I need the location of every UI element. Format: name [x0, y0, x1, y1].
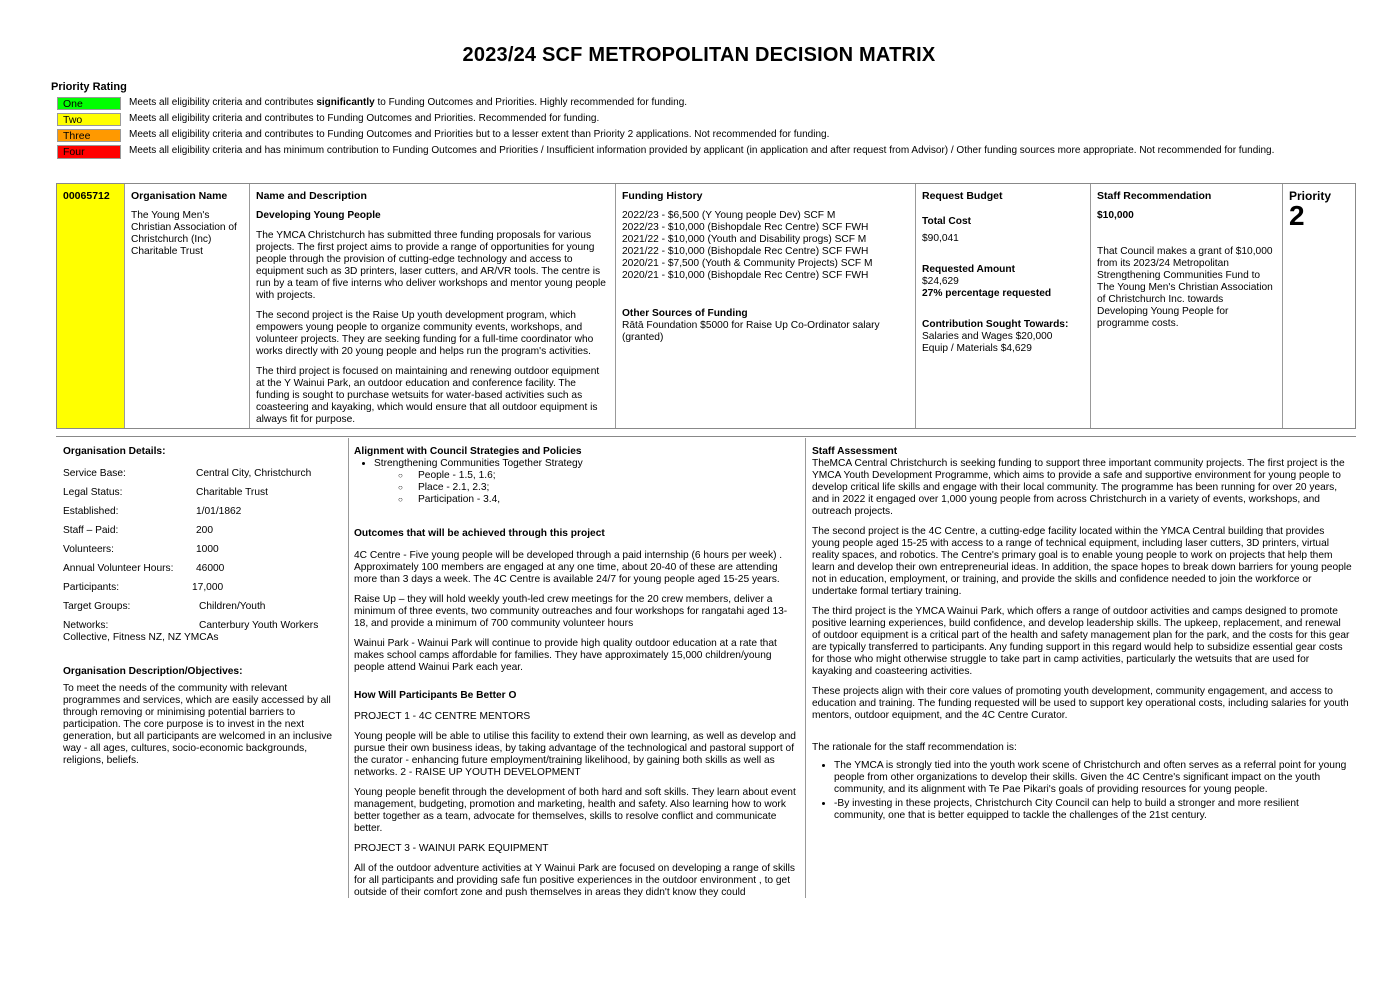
- funding-history-item: 2020/21 - $10,000 (Bishopdale Rec Centre) SCF FWH: [622, 270, 869, 281]
- funding-history-item: 2022/23 - $10,000 (Bishopdale Rec Centre) SCF FWH: [622, 222, 869, 233]
- detail-row: Annual Volunteer Hours: 46000: [63, 563, 225, 574]
- page-title: 2023/24 SCF METROPOLITAN DECISION MATRIX: [462, 44, 936, 66]
- description-paragraph: The YMCA Christchurch has submitted three funding proposals for various projects. The first project aims to provide a range of opportunities for young people through the provision of cutting-edge technology and access to equipment such as 3D printers, laser cutters, and AR/VR tools. The centre is run by a team of five interns who deliver workshops and mentor young people with projects.: [256, 230, 606, 301]
- detail-row: Legal Status: Charitable Trust: [63, 487, 268, 498]
- total-cost-label: Total Cost: [922, 216, 972, 227]
- legend-swatch-four: Four: [57, 145, 121, 159]
- strategy-sublist: [354, 470, 799, 506]
- legend-text-three: Meets all eligibility criteria and contributes to Funding Outcomes and Priorities but to a lesser extent than Priority 2 applications. Not recommended for funding.: [129, 129, 830, 140]
- detail-row: Service Base: Central City, Christchurch: [63, 468, 312, 479]
- rationale-item: • -By investing in these projects, Christchurch City Council can help to build a stronger and more resilient community, one that is better equipped to tackle the challenges of the 21st century.: [834, 798, 1352, 822]
- priority-value: 2: [1289, 200, 1305, 231]
- organisation-details-heading: Organisation Details:: [63, 446, 166, 457]
- detail-row: Established: 1/01/1862: [63, 506, 242, 517]
- request-budget-heading: Request Budget: [922, 190, 1003, 202]
- total-cost-value: $90,041: [922, 233, 959, 244]
- application-summary-table: [56, 183, 1356, 429]
- requested-amount-value: $24,629: [922, 276, 959, 287]
- organisation-name-heading: Organisation Name: [131, 190, 228, 202]
- staff-recommendation-text: That Council makes a grant of $10,000 from its 2023/24 Metropolitan Strengthening Communities Fund to The Young Men's Christian Association of Christchurch Inc. towards Developing Young People for programme costs.: [1097, 246, 1273, 329]
- detail-row: Participants: 17,000: [63, 582, 224, 593]
- other-sources: Rātā Foundation $5000 for Raise Up Co-Ordinator salary (granted): [622, 320, 880, 343]
- assessment-paragraph: The second project is the 4C Centre, a cutting-edge facility located within the YMCA Central building that provides young people aged 15-25 with access to a range of technical equipment, including laser cutters, 3D printers, virtual reality spaces, and robotics. The Centre's primary goal is to enable young people to work on projects that help them learn and develop their own entrepreneurial ideas. In addition, the space hopes to break down barriers for young people not in education, employment, or training, and provide the skills and confidence needed to join the workforce or undertake formal tertiary training.: [812, 526, 1352, 597]
- staff-recommendation-heading: Staff Recommendation: [1097, 190, 1212, 202]
- alignment-column: [349, 438, 806, 898]
- priority-legend: [57, 97, 1357, 162]
- assessment-paragraph: The third project is the YMCA Wainui Park, which offers a range of outdoor activities and camps designed to promote positive learning experiences, build confidence, and develop leadership skills. The upkeep, replacement, and renewal of outdoor equipment is a critical part of the health and safety management plan for the park, and the costs for this gear are typically transferred to participants. Any funding support in this regard would help to subsidize essential gear costs for those who might otherwise struggle to take part in camp activities, particularly the wetsuits that are used for kayaking and coasteering activities.: [812, 606, 1350, 677]
- networks-row: Networks: Canterbury Youth Workers Collective, Fitness NZ, NZ YMCAs: [63, 620, 319, 643]
- details-section: [56, 438, 1356, 898]
- alignment-heading: Alignment with Council Strategies and Policies: [354, 446, 582, 457]
- project-name: Developing Young People: [256, 210, 381, 221]
- contribution-line: Salaries and Wages $20,000: [922, 331, 1053, 342]
- staff-recommendation-cell: [1091, 184, 1283, 428]
- contribution-line: Equip / Materials $4,629: [922, 343, 1032, 354]
- legend-text-two: Meets all eligibility criteria and contributes to Funding Outcomes and Priorities. Recommended for funding.: [129, 113, 600, 124]
- strategy-list: [354, 458, 799, 470]
- organisation-description-heading: Organisation Description/Objectives:: [63, 666, 243, 677]
- detail-row: Target Groups: Children/Youth: [63, 601, 266, 612]
- strategy-subitem: ○ People - 1.5, 1.6;: [398, 470, 799, 482]
- funding-history-cell: [616, 184, 916, 428]
- priority-cell: [1283, 184, 1355, 428]
- staff-assessment-heading: Staff Assessment: [812, 446, 898, 457]
- legend-row-two: [57, 113, 1357, 126]
- priority-rating-heading: Priority Rating: [51, 81, 127, 93]
- funding-history-item: 2022/23 - $6,500 (Y Young people Dev) SCF M: [622, 210, 836, 221]
- better-off-heading: How Will Participants Be Better O: [354, 690, 517, 701]
- project1-title: PROJECT 1 - 4C CENTRE MENTORS: [354, 711, 531, 722]
- outcomes-heading: Outcomes that will be achieved through this project: [354, 528, 605, 539]
- percentage-requested: 27% percentage requested: [922, 288, 1052, 299]
- staff-recommendation-amount: $10,000: [1097, 210, 1134, 221]
- legend-swatch-three: Three: [57, 129, 121, 142]
- outcome-paragraph: Raise Up – they will hold weekly youth-led crew meetings for the 20 crew members, deliver a minimum of three events, two community outreaches and four workshops for rangatahi aged 13-18, and provide a minimum of 700 community volunteer hours: [354, 594, 788, 629]
- legend-row-four: [57, 145, 1357, 159]
- staff-assessment-column: [806, 438, 1356, 898]
- assessment-paragraph: TheMCA Central Christchurch is seeking funding to support three important community projects. The first project is the YMCA Youth Development Programme, which aims to provide a safe and supportive environment for young people to develop critical life skills and engage with their local community. The programme has been running for over 20 years, and in 2022 it engaged over 1,000 young people from across Christchurch in a variety of events, workshops, and outreach projects.: [812, 458, 1345, 517]
- legend-row-three: [57, 129, 1357, 142]
- legend-text-four: Meets all eligibility criteria and has minimum contribution to Funding Outcomes and Priorities / Insufficient information provided by applicant (in application and after request from Advisor) / Other funding sources more appropriate. Not recommended for funding.: [129, 145, 1275, 156]
- project2-text: Young people benefit through the development of both hard and soft skills. They learn about event management, budgeting, promotion and marketing, health and safety. Also learning how to work better together as a team, advocate for themselves, skills to resolve conflict and communicate better.: [354, 787, 796, 834]
- funding-history-item: 2021/22 - $10,000 (Bishopdale Rec Centre) SCF FWH: [622, 246, 869, 257]
- request-budget-cell: [916, 184, 1091, 428]
- detail-row: Volunteers: 1000: [63, 544, 219, 555]
- application-id: 00065712: [57, 184, 125, 428]
- legend-swatch-two: Two: [57, 113, 121, 126]
- organisation-name: The Young Men's Christian Association of Christchurch (Inc) Charitable Trust: [131, 210, 237, 257]
- funding-history-item: 2021/22 - $10,000 (Youth and Disability progs) SCF M: [622, 234, 867, 245]
- strategy-subitem: ○ Participation - 3.4,: [398, 494, 799, 506]
- organisation-description: To meet the needs of the community with relevant programmes and services, which are easily accessed by all through removing or minimising potential barriers to participation. The core purpose is to invest in the next generation, but all participants are welcomed in an inclusive way - all ages, cultures, socio-economic backgrounds, religions, beliefs.: [63, 683, 332, 766]
- outcome-paragraph: Wainui Park - Wainui Park will continue to provide high quality outdoor education at a rate that makes school camps affordable for families. They have approximately 15,000 children/young people attend Wainui Park each year.: [354, 638, 777, 673]
- section-divider: [56, 436, 1356, 437]
- contribution-label: Contribution Sought Towards:: [922, 319, 1069, 330]
- funding-history-heading: Funding History: [622, 190, 703, 202]
- rationale-item: • The YMCA is strongly tied into the youth work scene of Christchurch and often serves as a referral point for young people from other organizations to develop their skills. Given the 4C Centre's significant impact on the youth community, and its alignment with Te Pae Pikari's goals of providing resources for young people.: [834, 760, 1352, 796]
- priority-heading: Priority: [1289, 189, 1332, 203]
- project3-title: PROJECT 3 - WAINUI PARK EQUIPMENT: [354, 843, 549, 854]
- project3-text: All of the outdoor adventure activities at Y Wainui Park are focused on developing a range of skills for all participants and providing safe fun positive experiences in the outdoor environment , to get outside of their comfort zone and push themselves in areas they didn't know they could: [354, 863, 795, 898]
- legend-swatch-one: One: [57, 97, 121, 110]
- requested-amount-label: Requested Amount: [922, 264, 1016, 275]
- name-description-cell: [250, 184, 616, 428]
- legend-row-one: [57, 97, 1357, 110]
- outcome-paragraph: 4C Centre - Five young people will be developed through a paid internship (6 hours per week) . Approximately 100 members are engaged at any one time, about 20-40 of these are attending more than 3 days a week. The 4C Centre is available 24/7 for young people aged 15-25 years.: [354, 550, 783, 585]
- detail-row: Staff – Paid: 200: [63, 525, 213, 536]
- organisation-details-column: [56, 438, 349, 898]
- strategy-subitem: ○ Place - 2.1, 2.3;: [398, 482, 799, 494]
- rationale-list: [812, 760, 1352, 822]
- strategy-item: • Strengthening Communities Together Strategy: [374, 458, 799, 470]
- organisation-name-cell: [125, 184, 250, 428]
- description-paragraph: The third project is focused on maintaining and renewing outdoor equipment at the Y Wainui Park, an outdoor education and conference facility. The funding is sought to purchase wetsuits for water-based activities such as coasteering and kayaking, which would ensure that all outdoor equipment is always fit for purpose.: [256, 366, 600, 425]
- other-sources-heading: Other Sources of Funding: [622, 308, 748, 319]
- name-description-heading: Name and Description: [256, 190, 367, 202]
- rationale-intro: The rationale for the staff recommendation is:: [812, 742, 1017, 753]
- project1-text: Young people will be able to utilise this facility to extend their own learning, as well as develop and pursue their own business ideas, by taking advantage of the technological and pastoral support of the curator - enhancing future employment/training likelihood, by gaining both skills as well as networks. 2 - RAISE UP YOUTH DEVELOPMENT: [354, 731, 796, 778]
- description-paragraph: The second project is the Raise Up youth development program, which empowers young people to organize community events, workshops, and volunteer projects. They are seeking funding for a full-time coordinator who works directly with 20 young people and helps run the program's activities.: [256, 310, 594, 357]
- funding-history-item: 2020/21 - $7,500 (Youth & Community Projects) SCF M: [622, 258, 873, 269]
- assessment-paragraph: These projects align with their core values of promoting youth development, community engagement, and access to education and training. The funding requested will be used to support key operational costs, including salaries for youth mentors, outdoor equipment, and the 4C Centre Curator.: [812, 686, 1349, 721]
- legend-text-one: Meets all eligibility criteria and contributes significantly to Funding Outcomes and Priorities. Highly recommended for funding.: [129, 97, 688, 108]
